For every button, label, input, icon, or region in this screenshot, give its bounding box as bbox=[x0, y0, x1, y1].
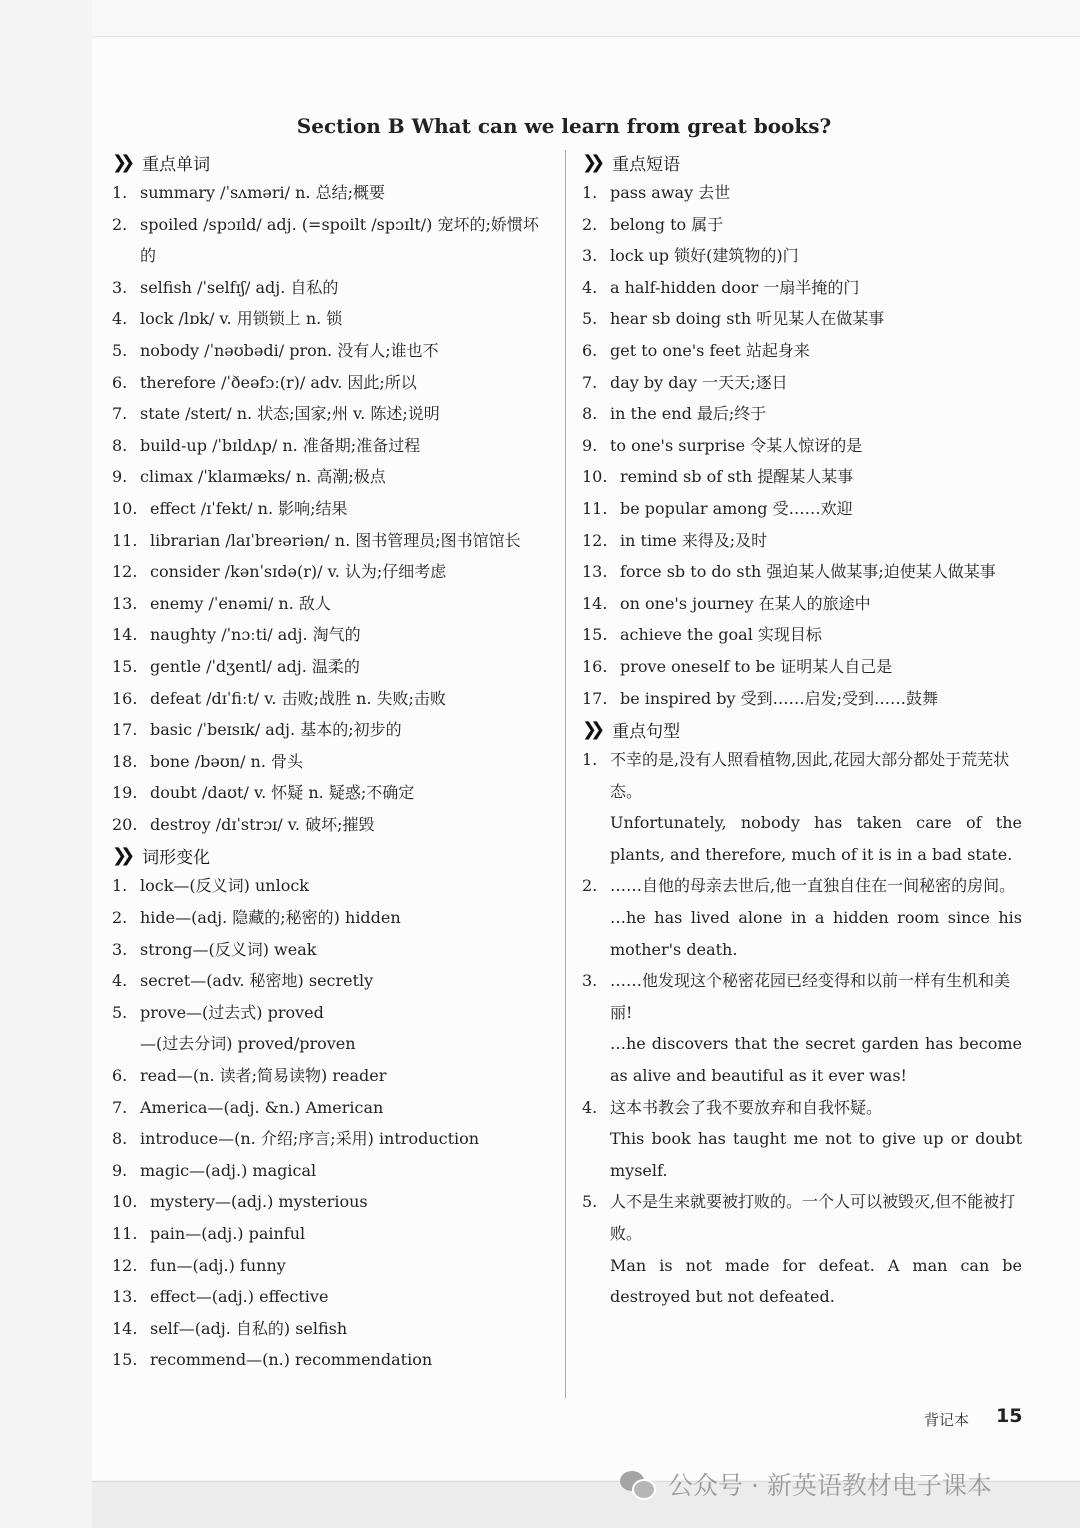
item-text-main: naughty /ˈnɔːti/ adj. 淘气的 bbox=[150, 625, 361, 645]
list-item bbox=[582, 335, 1022, 367]
item-number: 13. bbox=[112, 1287, 138, 1307]
item-text bbox=[150, 1218, 552, 1250]
item-text bbox=[140, 303, 552, 335]
item-text-main: prove—(过去式) proved bbox=[140, 1002, 324, 1022]
item-text bbox=[140, 367, 552, 399]
sentence-body bbox=[610, 1092, 1022, 1187]
item-text-main: achieve the goal 实现目标 bbox=[620, 625, 822, 645]
item-text-main: hide—(adj. 隐藏的;秘密的) hidden bbox=[140, 908, 401, 928]
sentence-english: Unfortunately, nobody has taken care of the plants, and therefore, much of it is in a bad state. bbox=[610, 813, 1022, 864]
sentences-list bbox=[582, 744, 1022, 1313]
list-item bbox=[112, 398, 552, 430]
list-item bbox=[112, 588, 552, 620]
word-forms-list bbox=[112, 870, 552, 1376]
sentence-item bbox=[582, 1186, 1022, 1312]
list-item bbox=[112, 870, 552, 902]
page-title: Section B What can we learn from great books? bbox=[296, 114, 832, 138]
item-text bbox=[140, 934, 552, 966]
item-text bbox=[150, 683, 552, 715]
list-item bbox=[112, 714, 552, 746]
sentence-body bbox=[610, 744, 1022, 870]
item-text-main: basic /ˈbeɪsɪk/ adj. 基本的;初步的 bbox=[150, 720, 402, 740]
list-item bbox=[112, 651, 552, 683]
sentence-english: …he discovers that the secret garden has become as alive and beautiful as it ever was! bbox=[610, 1034, 1022, 1086]
sentence-chinese: 不幸的是,没有人照看植物,因此,花园大部分都处于荒芜状态。 bbox=[610, 750, 1010, 801]
list-item bbox=[112, 619, 552, 651]
item-text bbox=[150, 1281, 552, 1313]
list-item bbox=[112, 965, 552, 997]
item-text bbox=[150, 746, 552, 778]
item-text bbox=[140, 398, 552, 430]
list-item bbox=[112, 809, 552, 841]
sentence-item bbox=[582, 870, 1022, 965]
item-text bbox=[610, 303, 1022, 335]
section-heading-phrases bbox=[582, 147, 1022, 177]
footer-label: 背记本 bbox=[924, 1411, 970, 1429]
item-text-main: self—(adj. 自私的) selfish bbox=[150, 1318, 348, 1338]
item-text-main: nobody /ˈnəʊbədi/ pron. 没有人;谁也不 bbox=[140, 340, 439, 360]
list-item bbox=[112, 461, 552, 493]
list-item bbox=[582, 398, 1022, 430]
item-text bbox=[150, 556, 552, 588]
section-title: 重点短语 bbox=[612, 154, 681, 175]
item-number: 3. bbox=[112, 939, 128, 959]
list-item bbox=[582, 619, 1022, 651]
item-text bbox=[140, 335, 552, 367]
list-item bbox=[112, 934, 552, 966]
item-text-main: lock up 锁好(建筑物的)门 bbox=[610, 246, 799, 266]
phrases-list bbox=[582, 177, 1022, 714]
item-text-main: in time 来得及;及时 bbox=[620, 530, 768, 550]
double-chevron-icon: ❯❯ bbox=[582, 718, 599, 740]
item-number: 17. bbox=[112, 720, 138, 740]
item-text-main: day by day 一天天;逐日 bbox=[610, 372, 788, 392]
item-text-main: pain—(adj.) painful bbox=[150, 1224, 306, 1243]
item-text-main: mystery—(adj.) mysterious bbox=[150, 1192, 368, 1212]
list-item bbox=[112, 1313, 552, 1345]
sentence-chinese: ……他发现这个秘密花园已经变得和以前一样有生机和美丽! bbox=[610, 971, 1011, 1022]
item-number: 6. bbox=[112, 372, 128, 392]
list-item bbox=[112, 303, 552, 335]
item-text bbox=[150, 619, 552, 651]
section-title: 重点单词 bbox=[142, 154, 211, 175]
item-text-main: effect—(adj.) effective bbox=[150, 1287, 329, 1307]
item-text-main: lock—(反义词) unlock bbox=[140, 876, 309, 896]
list-item bbox=[112, 777, 552, 809]
item-text bbox=[150, 777, 552, 809]
item-text-main: remind sb of sth 提醒某人某事 bbox=[620, 467, 854, 487]
list-item bbox=[582, 556, 1022, 588]
item-text-main: strong—(反义词) weak bbox=[140, 939, 317, 959]
list-item bbox=[112, 1186, 552, 1218]
item-text bbox=[140, 177, 552, 209]
item-text bbox=[150, 1250, 552, 1282]
item-text bbox=[140, 1123, 552, 1155]
item-number: 1. bbox=[112, 876, 128, 896]
item-text-main: consider /kənˈsɪdə(r)/ v. 认为;仔细考虑 bbox=[150, 562, 447, 582]
item-text bbox=[140, 997, 552, 1060]
section-heading-sentences bbox=[582, 714, 1022, 744]
item-text-main: enemy /ˈenəmi/ n. 敌人 bbox=[150, 593, 331, 613]
item-number: 13. bbox=[112, 593, 138, 613]
item-text-continued: —(过去分词) proved/proven bbox=[140, 1034, 356, 1054]
item-text-main: to one's surprise 令某人惊讶的是 bbox=[610, 435, 863, 455]
item-text-main: selfish /ˈselfɪʃ/ adj. 自私的 bbox=[140, 277, 339, 297]
item-text-main: state /steɪt/ n. 状态;国家;州 v. 陈述;说明 bbox=[140, 404, 440, 424]
item-number: 14. bbox=[112, 1318, 138, 1338]
item-text-main: gentle /ˈdʒentl/ adj. 温柔的 bbox=[150, 656, 360, 676]
item-number: 2. bbox=[582, 876, 598, 896]
item-text bbox=[150, 493, 552, 525]
sentence-item bbox=[582, 965, 1022, 1091]
item-number: 9. bbox=[112, 1160, 128, 1180]
list-item bbox=[582, 303, 1022, 335]
list-item bbox=[112, 1250, 552, 1282]
item-text-main: belong to 属于 bbox=[610, 214, 724, 234]
watermark-text: 公众号 · 新英语教材电子课本 bbox=[668, 1471, 992, 1500]
list-item bbox=[112, 1092, 552, 1124]
item-number: 4. bbox=[582, 1097, 598, 1117]
list-item bbox=[112, 997, 552, 1060]
sentence-item bbox=[582, 744, 1022, 870]
list-item bbox=[112, 493, 552, 525]
item-text-main: a half-hidden door 一扇半掩的门 bbox=[610, 277, 860, 297]
item-text bbox=[140, 430, 552, 462]
list-item bbox=[112, 367, 552, 399]
double-chevron-icon: ❯❯ bbox=[112, 151, 129, 173]
item-number: 5. bbox=[112, 340, 128, 360]
item-text bbox=[620, 556, 1022, 588]
item-number: 10. bbox=[582, 467, 608, 487]
list-item bbox=[112, 209, 552, 272]
item-number: 6. bbox=[112, 1066, 128, 1086]
item-number: 14. bbox=[582, 593, 608, 613]
item-text bbox=[610, 272, 1022, 304]
item-text bbox=[150, 1313, 552, 1345]
item-text bbox=[610, 240, 1022, 272]
item-number: 17. bbox=[582, 688, 608, 708]
item-number: 11. bbox=[582, 498, 608, 518]
item-number: 12. bbox=[582, 530, 608, 550]
item-text-main: pass away 去世 bbox=[610, 183, 731, 202]
list-item bbox=[112, 746, 552, 778]
item-text bbox=[610, 209, 1022, 241]
sentence-chinese: 人不是生来就要被打败的。一个人可以被毁灭,但不能被打败。 bbox=[610, 1192, 1016, 1243]
list-item bbox=[582, 493, 1022, 525]
sentence-english: Man is not made for defeat. A man can be destroyed but not defeated. bbox=[610, 1255, 1022, 1307]
item-text-main: lock /lɒk/ v. 用锁锁上 n. 锁 bbox=[140, 309, 343, 329]
item-number: 20. bbox=[112, 814, 138, 834]
item-number: 5. bbox=[582, 1192, 598, 1212]
item-text-main: on one's journey 在某人的旅途中 bbox=[620, 593, 871, 613]
item-text bbox=[610, 367, 1022, 399]
list-item bbox=[582, 240, 1022, 272]
item-number: 3. bbox=[112, 277, 128, 297]
list-item bbox=[112, 525, 552, 557]
item-number: 5. bbox=[112, 1002, 128, 1022]
section-heading-vocab bbox=[112, 147, 552, 177]
item-text bbox=[140, 902, 552, 934]
item-text bbox=[610, 430, 1022, 462]
item-text bbox=[620, 461, 1022, 493]
item-text-main: fun—(adj.) funny bbox=[150, 1255, 286, 1275]
item-number: 1. bbox=[582, 750, 598, 770]
item-text-main: force sb to do sth 强迫某人做某事;迫使某人做某事 bbox=[620, 562, 996, 582]
item-number: 8. bbox=[112, 1129, 128, 1149]
list-item bbox=[582, 430, 1022, 462]
item-number: 10. bbox=[112, 1192, 138, 1212]
item-number: 2. bbox=[582, 214, 598, 234]
item-number: 12. bbox=[112, 562, 138, 582]
item-text bbox=[140, 209, 552, 272]
item-number: 9. bbox=[112, 467, 128, 487]
list-item bbox=[112, 430, 552, 462]
sentence-body bbox=[610, 965, 1022, 1091]
list-item bbox=[112, 272, 552, 304]
sentence-chinese: 这本书教会了我不要放弃和自我怀疑。 bbox=[610, 1097, 883, 1117]
list-item bbox=[112, 683, 552, 715]
list-item bbox=[582, 177, 1022, 209]
sentence-body bbox=[610, 1186, 1022, 1312]
item-text bbox=[150, 1186, 552, 1218]
item-number: 13. bbox=[582, 562, 608, 582]
list-item bbox=[112, 1344, 552, 1376]
item-number: 5. bbox=[582, 309, 598, 329]
vocab-list bbox=[112, 177, 552, 840]
item-text-main: America—(adj. &n.) American bbox=[140, 1097, 384, 1117]
page-number: 15 bbox=[996, 1405, 1023, 1427]
item-text bbox=[140, 272, 552, 304]
item-text bbox=[620, 493, 1022, 525]
item-number: 6. bbox=[582, 340, 598, 360]
sentence-item bbox=[582, 1092, 1022, 1187]
sentence-body bbox=[610, 870, 1022, 965]
item-number: 15. bbox=[112, 656, 138, 676]
item-number: 7. bbox=[112, 1097, 128, 1117]
item-text-main: summary /ˈsʌməri/ n. 总结;概要 bbox=[140, 183, 385, 202]
item-text bbox=[150, 714, 552, 746]
item-text bbox=[140, 1092, 552, 1124]
item-number: 7. bbox=[112, 404, 128, 424]
item-number: 7. bbox=[582, 372, 598, 392]
item-number: 3. bbox=[582, 971, 598, 991]
item-number: 8. bbox=[582, 404, 598, 424]
item-text bbox=[150, 809, 552, 841]
item-text-main: magic—(adj.) magical bbox=[140, 1160, 317, 1180]
list-item bbox=[582, 683, 1022, 715]
item-text bbox=[620, 619, 1022, 651]
item-number: 12. bbox=[112, 1255, 138, 1275]
watermark bbox=[620, 1466, 992, 1502]
item-text bbox=[140, 461, 552, 493]
list-item bbox=[582, 272, 1022, 304]
list-item bbox=[582, 209, 1022, 241]
item-text-main: therefore /ˈðeəfɔː(r)/ adv. 因此;所以 bbox=[140, 372, 417, 392]
item-number: 11. bbox=[112, 530, 138, 550]
list-item bbox=[582, 461, 1022, 493]
item-text bbox=[150, 651, 552, 683]
item-text-main: read—(n. 读者;简易读物) reader bbox=[140, 1066, 387, 1086]
item-number: 2. bbox=[112, 214, 128, 234]
item-text-main: recommend—(n.) recommendation bbox=[150, 1350, 433, 1370]
right-column bbox=[582, 147, 1022, 1313]
item-number: 3. bbox=[582, 246, 598, 266]
item-text bbox=[140, 1060, 552, 1092]
list-item bbox=[112, 902, 552, 934]
sentence-english: This book has taught me not to give up or doubt myself. bbox=[610, 1129, 1022, 1180]
double-chevron-icon: ❯❯ bbox=[582, 151, 599, 173]
item-text-main: spoiled /spɔɪld/ adj. (=spoilt /spɔɪlt/) 宠坏的;娇惯坏的 bbox=[140, 214, 539, 266]
item-number: 11. bbox=[112, 1224, 138, 1243]
item-text-main: secret—(adv. 秘密地) secretly bbox=[140, 971, 374, 991]
item-text-main: be popular among 受……欢迎 bbox=[620, 498, 853, 518]
item-text-main: climax /ˈklaɪmæks/ n. 高潮;极点 bbox=[140, 467, 386, 487]
double-chevron-icon: ❯❯ bbox=[112, 844, 129, 866]
item-text bbox=[610, 177, 1022, 209]
item-text-main: build-up /ˈbɪldʌp/ n. 准备期;准备过程 bbox=[140, 435, 421, 455]
item-number: 9. bbox=[582, 435, 598, 455]
item-number: 18. bbox=[112, 751, 138, 771]
item-text-main: introduce—(n. 介绍;序言;采用) introduction bbox=[140, 1129, 480, 1149]
column-divider bbox=[565, 150, 566, 1398]
item-text bbox=[620, 651, 1022, 683]
list-item bbox=[112, 1155, 552, 1187]
item-number: 4. bbox=[112, 309, 128, 329]
item-text-main: effect /ɪˈfekt/ n. 影响;结果 bbox=[150, 498, 348, 518]
item-text-main: defeat /dɪˈfiːt/ v. 击败;战胜 n. 失败;击败 bbox=[150, 688, 446, 708]
item-number: 19. bbox=[112, 783, 138, 803]
item-text bbox=[620, 683, 1022, 715]
list-item bbox=[112, 1060, 552, 1092]
list-item bbox=[112, 556, 552, 588]
item-number: 2. bbox=[112, 908, 128, 928]
sentence-chinese: ……自他的母亲去世后,他一直独自住在一间秘密的房间。 bbox=[610, 876, 1016, 896]
item-text bbox=[610, 335, 1022, 367]
section-title: 词形变化 bbox=[142, 847, 211, 868]
item-text-main: doubt /daʊt/ v. 怀疑 n. 疑惑;不确定 bbox=[150, 783, 415, 803]
item-text bbox=[140, 1155, 552, 1187]
item-text-main: hear sb doing sth 听见某人在做某事 bbox=[610, 309, 885, 329]
item-text bbox=[150, 525, 552, 557]
item-text bbox=[150, 1344, 552, 1376]
item-number: 16. bbox=[582, 656, 608, 676]
item-text bbox=[140, 870, 552, 902]
list-item bbox=[582, 367, 1022, 399]
item-text-main: librarian /laɪˈbreəriən/ n. 图书管理员;图书馆馆长 bbox=[150, 530, 521, 550]
item-text-main: in the end 最后;终于 bbox=[610, 404, 767, 424]
item-text-main: get to one's feet 站起身来 bbox=[610, 340, 810, 360]
list-item bbox=[112, 1281, 552, 1313]
item-number: 10. bbox=[112, 498, 138, 518]
item-text bbox=[150, 588, 552, 620]
wechat-icon bbox=[620, 1469, 658, 1499]
list-item bbox=[112, 335, 552, 367]
item-number: 4. bbox=[112, 971, 128, 991]
item-text-main: destroy /dɪˈstrɔɪ/ v. 破坏;摧毁 bbox=[150, 814, 375, 834]
item-text bbox=[140, 965, 552, 997]
left-column bbox=[112, 147, 552, 1376]
item-number: 15. bbox=[112, 1350, 138, 1370]
list-item bbox=[582, 588, 1022, 620]
list-item bbox=[582, 525, 1022, 557]
item-number: 1. bbox=[582, 183, 598, 202]
section-title: 重点句型 bbox=[612, 721, 681, 742]
item-text bbox=[620, 588, 1022, 620]
item-text bbox=[620, 525, 1022, 557]
list-item bbox=[112, 1218, 552, 1250]
item-number: 8. bbox=[112, 435, 128, 455]
item-text-main: bone /bəʊn/ n. 骨头 bbox=[150, 751, 304, 771]
item-number: 1. bbox=[112, 183, 128, 202]
section-heading-forms bbox=[112, 840, 552, 870]
list-item bbox=[112, 1123, 552, 1155]
item-number: 4. bbox=[582, 277, 598, 297]
item-text bbox=[610, 398, 1022, 430]
previous-page-edge bbox=[92, 0, 1080, 37]
item-number: 14. bbox=[112, 625, 138, 645]
sentence-english: …he has lived alone in a hidden room since his mother's death. bbox=[610, 908, 1022, 959]
item-number: 16. bbox=[112, 688, 138, 708]
item-number: 15. bbox=[582, 625, 608, 645]
item-text-main: prove oneself to be 证明某人自己是 bbox=[620, 656, 893, 676]
item-text-main: be inspired by 受到……启发;受到……鼓舞 bbox=[620, 688, 938, 708]
list-item bbox=[112, 177, 552, 209]
list-item bbox=[582, 651, 1022, 683]
